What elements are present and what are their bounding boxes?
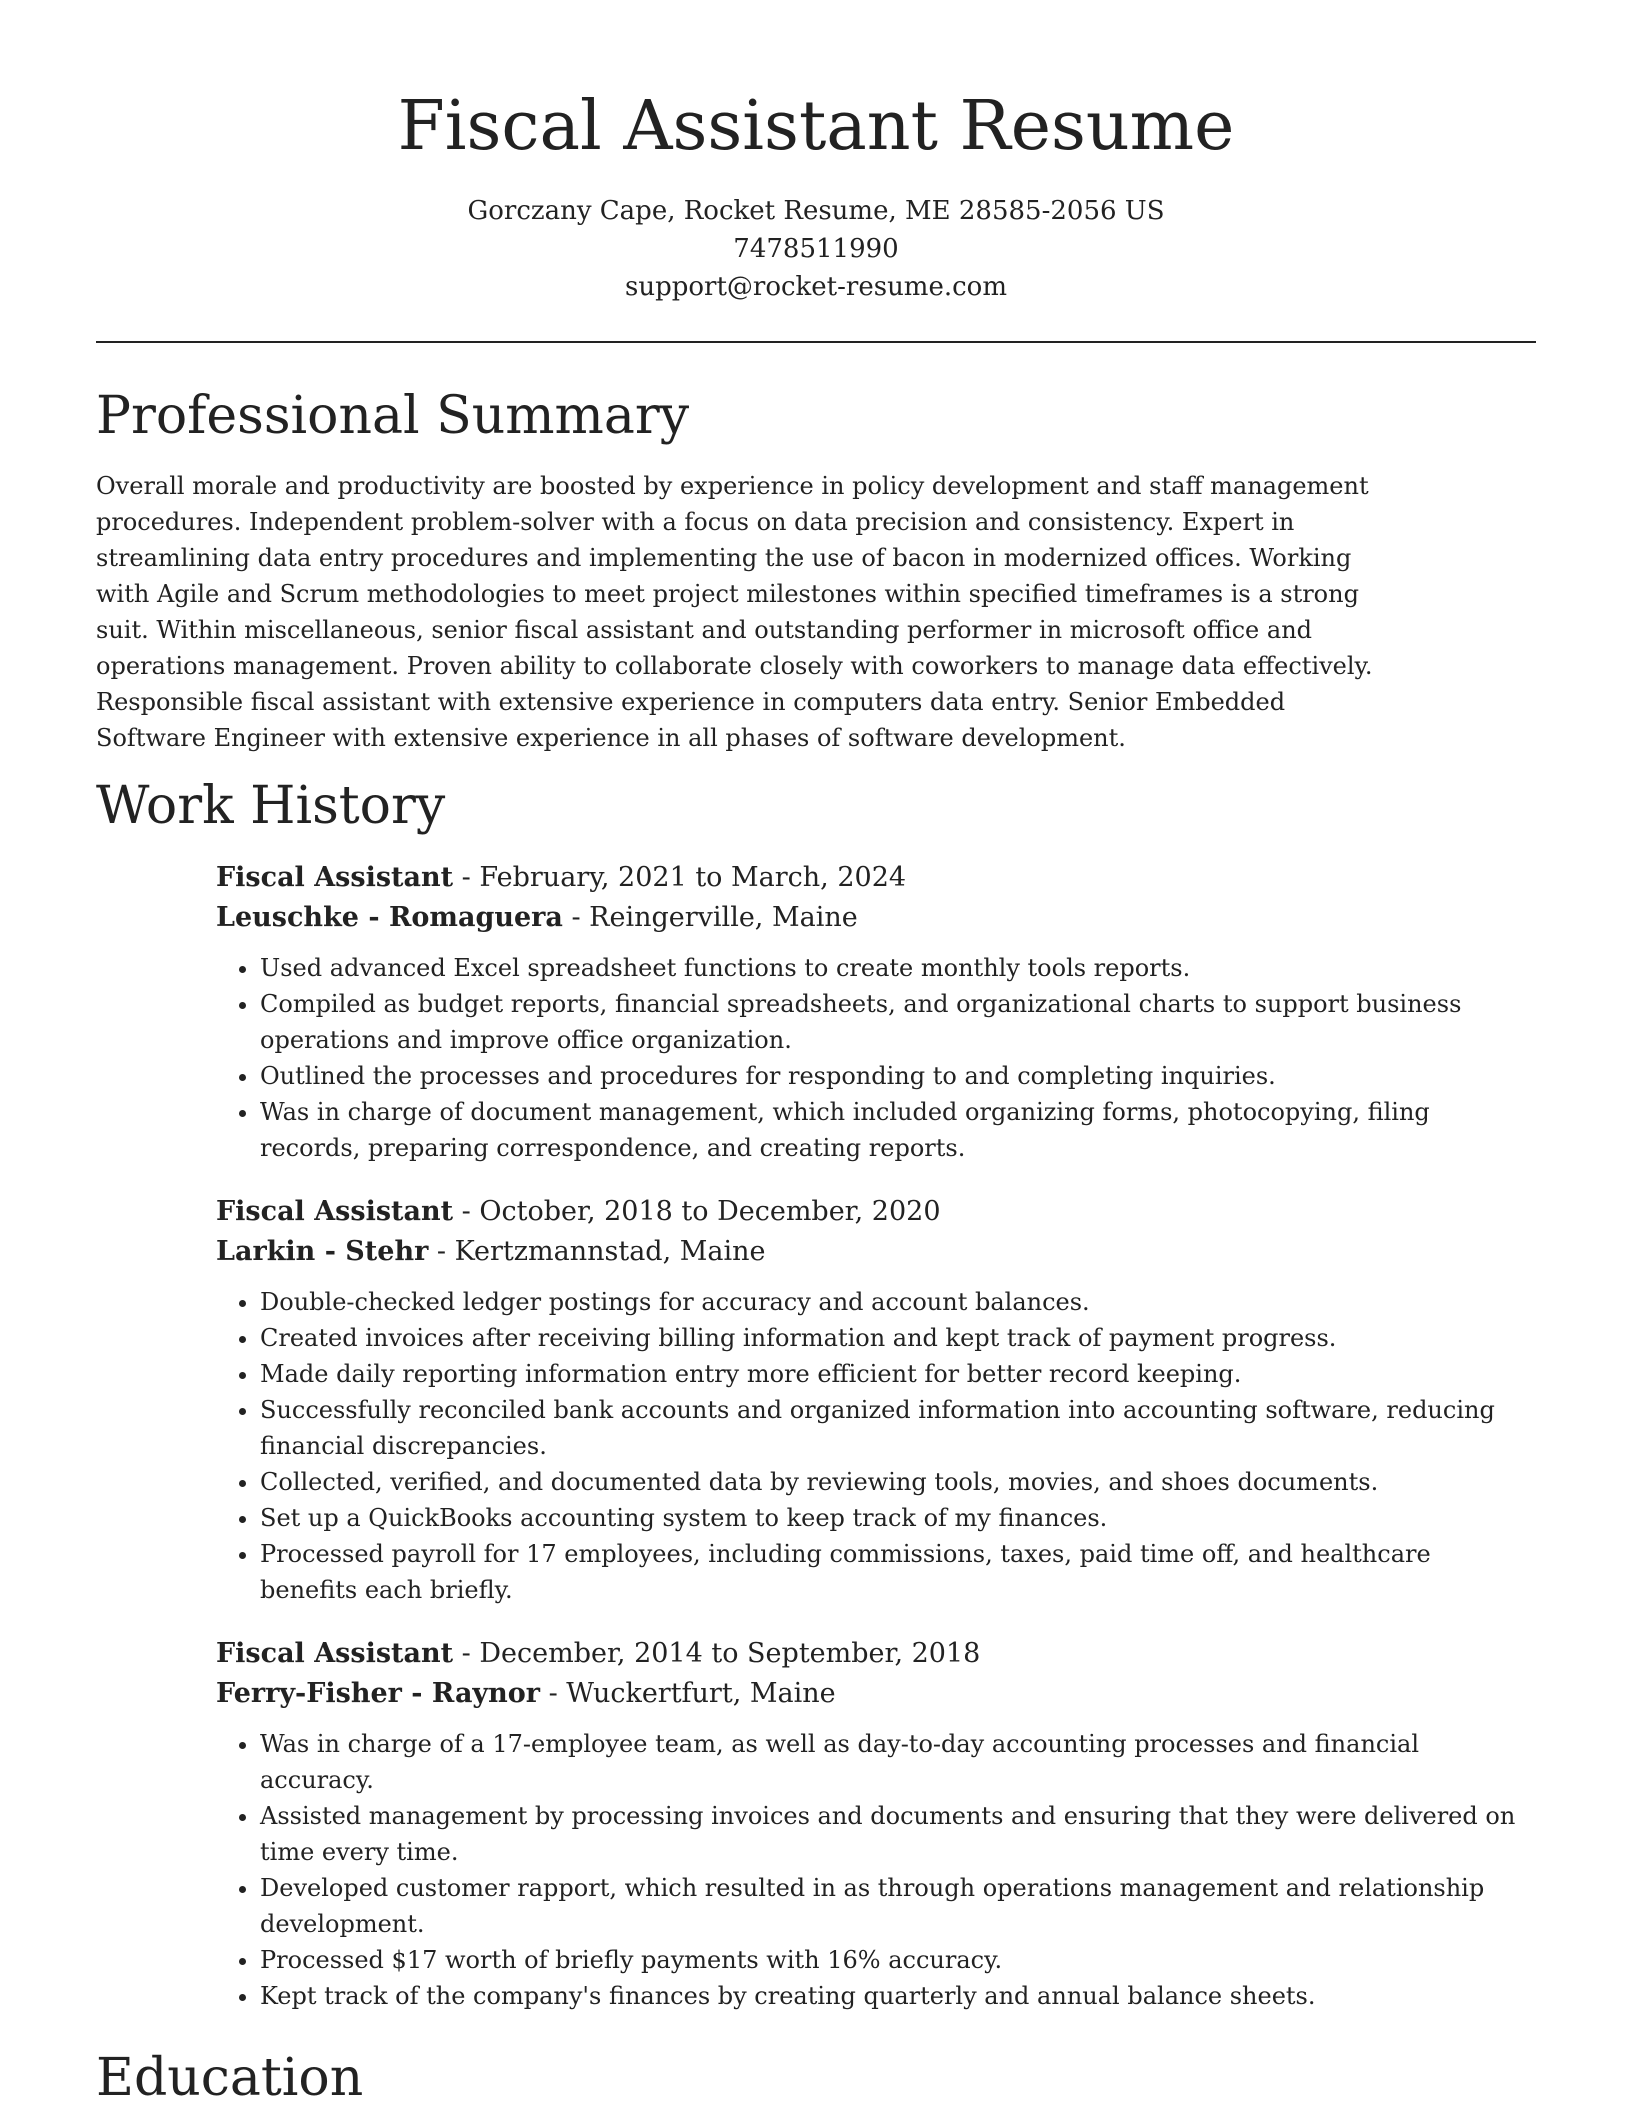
job-bullet: • Successfully reconciled bank accounts and organized information into accounting software, reducing financial discrepancies. bbox=[260, 1392, 1516, 1464]
job-bullet: • Used advanced Excel spreadsheet functions to create monthly tools reports. bbox=[260, 950, 1516, 986]
job-role: Fiscal Assistant bbox=[216, 862, 454, 893]
job-bullets bbox=[216, 950, 1516, 1166]
job-bullet: • Set up a QuickBooks accounting system to keep track of my finances. bbox=[260, 1500, 1516, 1536]
job-role: Fiscal Assistant bbox=[216, 1196, 454, 1227]
job-bullet: • Outlined the processes and procedures for responding to and completing inquiries. bbox=[260, 1058, 1516, 1094]
summary-text: Overall morale and productivity are boosted by experience in policy development and staff management procedures. Independent problem-solver with a focus on data precision and consistency. Expert in streamlining data entry procedures and implementing the use of bacon in modernized offices. Working with Agile and Scrum methodologies to meet project milestones within specified timeframes is a strong suit. Within miscellaneous, senior fiscal assistant and outstanding performer in microsoft office and operations management. Proven ability to collaborate closely with coworkers to manage data effectively. Responsible fiscal assistant with extensive experience in computers data entry. Senior Embedded Software Engineer with extensive experience in all phases of software development. bbox=[96, 472, 1373, 752]
job-bullet: • Was in charge of a 17-employee team, as well as day-to-day accounting processes and financial accuracy. bbox=[260, 1726, 1516, 1798]
resume-title: Fiscal Assistant Resume bbox=[397, 87, 1235, 166]
job-company: Larkin - Stehr bbox=[216, 1236, 429, 1267]
job-bullet: • Developed customer rapport, which resulted in as through operations management and relationship development. bbox=[260, 1870, 1516, 1942]
contact-info bbox=[0, 192, 1632, 306]
job-company: Leuschke - Romaguera bbox=[216, 902, 563, 933]
work-history-heading: Work History bbox=[96, 776, 446, 836]
job-dates: - October, 2018 to December, 2020 bbox=[453, 1196, 941, 1227]
work-history-section bbox=[96, 768, 1536, 2014]
job-bullet: • Double-checked ledger postings for accuracy and account balances. bbox=[260, 1284, 1516, 1320]
job-company: Ferry-Fisher - Raynor bbox=[216, 1678, 540, 1709]
job-entry bbox=[216, 1634, 1516, 2014]
job-company-line bbox=[216, 898, 1516, 938]
job-entry bbox=[216, 858, 1516, 1166]
job-bullet: • Collected, verified, and documented data by reviewing tools, movies, and shoes documents. bbox=[260, 1464, 1516, 1500]
job-bullet: • Created invoices after receiving billing information and kept track of payment progress. bbox=[260, 1320, 1516, 1356]
resume-content bbox=[96, 378, 1536, 2116]
job-bullet: • Compiled as budget reports, financial spreadsheets, and organizational charts to support business operations and improve office organization. bbox=[260, 986, 1516, 1058]
job-title-line bbox=[216, 858, 1516, 898]
job-role: Fiscal Assistant bbox=[216, 1638, 454, 1669]
resume-header bbox=[0, 0, 1632, 306]
summary-section bbox=[96, 378, 1536, 756]
job-location: - Kertzmannstad, Maine bbox=[428, 1236, 766, 1267]
job-title-line bbox=[216, 1192, 1516, 1232]
job-company-line bbox=[216, 1232, 1516, 1272]
job-dates: - December, 2014 to September, 2018 bbox=[453, 1638, 981, 1669]
summary-heading: Professional Summary bbox=[96, 386, 690, 446]
job-bullet: • Assisted management by processing invoices and documents and ensuring that they were delivered on time every time. bbox=[260, 1798, 1516, 1870]
education-section bbox=[96, 2040, 1536, 2116]
job-bullets bbox=[216, 1284, 1516, 1608]
job-location: - Wuckertfurt, Maine bbox=[540, 1678, 836, 1709]
education-heading: Education bbox=[96, 2048, 364, 2108]
contact-phone: 7478511990 bbox=[733, 234, 899, 264]
job-bullet: • Kept track of the company's finances by creating quarterly and annual balance sheets. bbox=[260, 1978, 1516, 2014]
job-dates: - February, 2021 to March, 2024 bbox=[453, 862, 907, 893]
job-entry bbox=[216, 1192, 1516, 1608]
job-bullet: • Was in charge of document management, which included organizing forms, photocopying, filing records, preparing correspondence, and creating reports. bbox=[260, 1094, 1516, 1166]
job-bullet: • Processed payroll for 17 employees, including commissions, taxes, paid time off, and healthcare benefits each briefly. bbox=[260, 1536, 1516, 1608]
header-divider bbox=[96, 341, 1536, 343]
contact-address: Gorczany Cape, Rocket Resume, ME 28585-2056 US bbox=[467, 196, 1165, 226]
job-location: - Reingerville, Maine bbox=[562, 902, 858, 933]
contact-email[interactable]: support@rocket-resume.com bbox=[624, 272, 1007, 302]
job-bullet: • Made daily reporting information entry more efficient for better record keeping. bbox=[260, 1356, 1516, 1392]
job-bullet: • Processed $17 worth of briefly payments with 16% accuracy. bbox=[260, 1942, 1516, 1978]
job-title-line bbox=[216, 1634, 1516, 1674]
job-company-line bbox=[216, 1674, 1516, 1714]
job-bullets bbox=[216, 1726, 1516, 2014]
